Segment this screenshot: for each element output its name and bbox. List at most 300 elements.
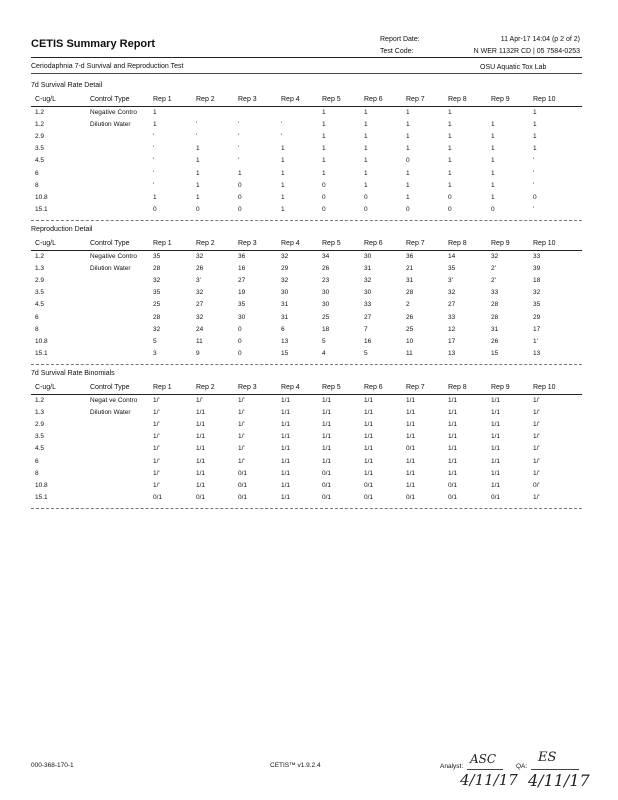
column-header: C-ug/L — [35, 384, 57, 391]
table-cell: 15 — [491, 349, 499, 357]
table-cell: ' — [238, 157, 240, 165]
table-cell: 31 — [406, 277, 414, 285]
table-cell: 1.3 — [35, 265, 45, 273]
table-cell: 3 — [153, 349, 157, 357]
column-header: Rep 3 — [238, 240, 257, 247]
table-cell: 1/' — [196, 397, 203, 404]
table-cell: 31 — [281, 313, 289, 321]
table-cell: 1.2 — [35, 253, 45, 260]
table-cell: 8 — [35, 325, 39, 333]
table-cell: 1/1 — [364, 457, 374, 465]
analyst-sign-line — [467, 769, 503, 770]
table-cell: 1 — [406, 133, 410, 141]
table-cell: 10.8 — [35, 193, 48, 201]
test-code-value: N WER 1132R CD | 05 7584-0253 — [473, 48, 580, 55]
table-cell: 1 — [281, 145, 285, 153]
table-cell: 1 — [153, 109, 157, 116]
table-cell: 13 — [448, 349, 456, 357]
table-cell: 30 — [364, 253, 372, 260]
table-cell: 0 — [448, 205, 452, 213]
table-cell: 0 — [238, 349, 242, 357]
table-cell: 1/1 — [322, 433, 332, 441]
table-cell: 1/1 — [322, 421, 332, 429]
table-cell: 1/' — [533, 445, 540, 453]
table-cell: Dilution Water — [90, 265, 131, 273]
table-cell: 26 — [491, 337, 499, 345]
table-cell: 28 — [153, 265, 161, 273]
qa-sign-line — [531, 769, 579, 770]
table-cell: 1.2 — [35, 109, 45, 116]
test-name: Ceriodaphnia 7-d Survival and Reproduction Test — [31, 63, 184, 70]
table-cell: 1 — [491, 169, 495, 177]
table-cell: 1 — [491, 193, 495, 201]
column-header: Rep 3 — [238, 96, 257, 103]
table-cell: 24 — [196, 325, 204, 333]
table-cell: 1/1 — [406, 397, 416, 404]
table-cell: 15.1 — [35, 349, 48, 357]
column-header: Control Type — [90, 384, 130, 391]
table-cell: 30 — [364, 289, 372, 297]
table-cell: 1/1 — [364, 433, 374, 441]
table-cell: 1 — [448, 109, 452, 116]
table-cell: 25 — [406, 325, 414, 333]
table-cell: 15 — [281, 349, 289, 357]
qa-label: QA: — [516, 763, 528, 770]
table-cell: 5 — [153, 337, 157, 345]
table-cell: 1/1 — [448, 445, 458, 453]
table-cell: 0/1 — [491, 493, 501, 501]
column-header: Rep 4 — [281, 240, 300, 247]
table-cell: 1.2 — [35, 121, 45, 129]
table-cell: 4.5 — [35, 301, 45, 309]
column-header-rule — [31, 106, 582, 107]
table-cell: 1 — [491, 133, 495, 141]
table-cell: 32 — [153, 325, 161, 333]
table-cell: 1/1 — [448, 457, 458, 465]
table-cell: 0/1 — [406, 493, 416, 501]
table-cell: 30 — [322, 289, 330, 297]
table-cell: 0 — [406, 205, 410, 213]
column-header: Rep 10 — [533, 240, 556, 247]
table-cell: 1/1 — [281, 493, 291, 501]
table-cell: 0/1 — [406, 445, 416, 453]
table-cell: 1 — [153, 193, 157, 201]
table-cell: 1 — [448, 157, 452, 165]
column-header: Rep 7 — [406, 96, 425, 103]
table-cell: 32 — [196, 253, 204, 260]
table-cell: 1.3 — [35, 409, 45, 417]
table-cell: 0 — [364, 193, 368, 201]
column-header-rule — [31, 394, 582, 395]
table-cell: ' — [153, 181, 155, 189]
table-cell: 0 — [238, 325, 242, 333]
column-header: Control Type — [90, 240, 130, 247]
table-cell: 32 — [281, 277, 289, 285]
table-cell: 1/1 — [491, 433, 501, 441]
table-cell: 17 — [533, 325, 541, 333]
table-cell: 1 — [491, 121, 495, 129]
table-cell: 1/' — [153, 421, 160, 429]
table-cell: 35 — [153, 289, 161, 297]
table-cell: 1 — [196, 157, 200, 165]
table-cell: 14 — [448, 253, 456, 260]
column-header: Rep 3 — [238, 384, 257, 391]
table-cell: 1 — [533, 109, 537, 116]
table-cell: 1/1 — [322, 409, 332, 417]
table-cell: 1 — [153, 121, 157, 129]
table-cell: 1 — [281, 169, 285, 177]
table-cell: 31 — [281, 301, 289, 309]
table-cell: 1/1 — [491, 445, 501, 453]
table-cell: 1 — [491, 181, 495, 189]
table-cell: 29 — [281, 265, 289, 273]
table-cell: 12 — [448, 325, 456, 333]
table-cell: 1/1 — [491, 421, 501, 429]
table-cell: 33 — [448, 313, 456, 321]
table-cell: ' — [533, 157, 535, 165]
column-header: C-ug/L — [35, 96, 57, 103]
table-cell: 1/' — [153, 445, 160, 453]
table-cell: 1 — [238, 169, 242, 177]
table-cell: ' — [238, 133, 240, 141]
column-header-rule — [31, 250, 582, 251]
table-cell: 1/' — [533, 433, 540, 441]
column-header: Rep 1 — [153, 240, 172, 247]
column-header: Rep 6 — [364, 96, 383, 103]
table-cell: 0 — [238, 181, 242, 189]
column-header: Rep 2 — [196, 240, 215, 247]
table-cell: 3' — [448, 277, 453, 285]
table-cell: 1 — [322, 121, 326, 129]
table-cell: ' — [533, 205, 535, 213]
table-cell: 28 — [153, 313, 161, 321]
table-cell: 0/1 — [322, 481, 332, 489]
table-cell: 1 — [196, 169, 200, 177]
report-title: CETIS Summary Report — [31, 38, 156, 50]
table-cell: 1/1 — [364, 397, 374, 404]
column-header: Rep 9 — [491, 96, 510, 103]
table-cell: ' — [533, 169, 535, 177]
analyst-initials: ASC — [470, 752, 497, 766]
table-cell: 28 — [491, 301, 499, 309]
column-header: Rep 9 — [491, 240, 510, 247]
table-cell: 15.1 — [35, 205, 48, 213]
table-cell: 32 — [153, 277, 161, 285]
table-cell: ' — [153, 133, 155, 141]
table-cell: 1 — [448, 133, 452, 141]
table-cell: 3.5 — [35, 145, 45, 153]
table-cell: 1/1 — [406, 409, 416, 417]
table-cell: 3' — [196, 277, 201, 285]
table-cell: 39 — [533, 265, 541, 273]
table-cell: 36 — [406, 253, 414, 260]
table-cell: 1/1 — [448, 469, 458, 477]
table-cell: 1/1 — [196, 421, 206, 429]
table-cell: 1 — [281, 205, 285, 213]
table-cell: 0/1 — [196, 493, 206, 501]
table-cell: 1/1 — [448, 397, 458, 404]
table-cell: 1 — [322, 133, 326, 141]
table-cell: 11 — [196, 337, 203, 345]
test-code-label: Test Code: — [380, 48, 414, 55]
table-cell: ' — [153, 145, 155, 153]
table-cell: 1/1 — [322, 397, 332, 404]
table-cell: 1/' — [533, 421, 540, 429]
table-cell: 1 — [281, 157, 285, 165]
table-cell: 33 — [533, 253, 541, 260]
table-cell: 27 — [196, 301, 204, 309]
table-cell: 34 — [322, 253, 330, 260]
table-cell: 1 — [406, 193, 410, 201]
table-cell: 1/' — [533, 469, 540, 477]
table-cell: 27 — [238, 277, 246, 285]
table-cell: 1 — [448, 121, 452, 129]
table-cell: 13 — [533, 349, 541, 357]
table-cell: 0/1 — [448, 493, 458, 501]
table-cell: 10.8 — [35, 481, 48, 489]
table-cell: 35 — [238, 301, 246, 309]
table-cell: 19 — [238, 289, 246, 297]
table-cell: 0/1 — [448, 481, 458, 489]
column-header: Rep 7 — [406, 240, 425, 247]
section-end-rule — [31, 220, 582, 221]
table-cell: 1/1 — [491, 457, 501, 465]
table-cell: 30 — [281, 289, 289, 297]
table-cell: 1/' — [238, 397, 245, 404]
table-cell: 2.9 — [35, 133, 45, 141]
qa-initials: ES — [538, 750, 557, 765]
table-cell: 2 — [406, 301, 410, 309]
table-cell: 0 — [153, 205, 157, 213]
table-cell: 1/' — [533, 493, 540, 501]
table-cell: 1/1 — [491, 481, 501, 489]
table-cell: 1/1 — [281, 433, 291, 441]
table-cell: ' — [153, 157, 155, 165]
table-cell: 11 — [406, 349, 413, 357]
table-cell: 0 — [322, 205, 326, 213]
table-cell: ' — [238, 145, 240, 153]
section-end-rule — [31, 364, 582, 365]
table-cell: 30 — [322, 301, 330, 309]
table-cell: 35 — [448, 265, 456, 273]
table-cell: 1 — [322, 169, 326, 177]
table-cell: 1/1 — [281, 421, 291, 429]
table-cell: 0 — [238, 337, 242, 345]
table-cell: Dilution Water — [90, 409, 131, 417]
column-header: Rep 7 — [406, 384, 425, 391]
table-cell: 1 — [491, 157, 495, 165]
table-cell: 13 — [281, 337, 289, 345]
table-cell: 1 — [406, 169, 410, 177]
table-cell: 25 — [322, 313, 330, 321]
table-cell: 1/1 — [196, 409, 206, 417]
table-cell: Negat ve Contro — [90, 397, 138, 404]
table-cell: ' — [281, 133, 283, 141]
table-cell: 1/1 — [364, 469, 374, 477]
column-header: Rep 6 — [364, 240, 383, 247]
column-header: Rep 2 — [196, 96, 215, 103]
table-cell: 4 — [322, 349, 326, 357]
table-cell: 1/1 — [491, 397, 501, 404]
table-cell: 6 — [35, 313, 39, 321]
table-cell: 1' — [533, 337, 538, 345]
table-cell: 1 — [448, 145, 452, 153]
table-cell: 1/1 — [364, 421, 374, 429]
table-cell: 18 — [533, 277, 541, 285]
report-date-value: 11 Apr-17 14:04 (p 2 of 2) — [500, 36, 580, 43]
table-cell: 0 — [491, 205, 495, 213]
table-cell: 1/1 — [491, 409, 501, 417]
table-cell: 29 — [533, 313, 541, 321]
table-cell: 28 — [406, 289, 414, 297]
table-cell: 1 — [448, 181, 452, 189]
table-cell: 1/1 — [364, 445, 374, 453]
table-cell: 1 — [533, 121, 537, 129]
table-cell: ' — [196, 133, 198, 141]
column-header: Rep 2 — [196, 384, 215, 391]
table-cell: 0 — [364, 205, 368, 213]
table-cell: 1 — [364, 169, 368, 177]
table-cell: 1/1 — [322, 445, 332, 453]
table-cell: 28 — [491, 313, 499, 321]
table-cell: 32 — [491, 253, 499, 260]
table-cell: 0 — [196, 205, 200, 213]
table-cell: 2' — [491, 277, 496, 285]
table-cell: 0 — [448, 193, 452, 201]
table-cell: 1 — [322, 145, 326, 153]
table-cell: 1/1 — [364, 409, 374, 417]
table-cell: 1/1 — [406, 469, 416, 477]
cetis-version: CETIS™ v1.9.2.4 — [270, 762, 321, 769]
table-cell: 26 — [196, 265, 204, 273]
section-end-rule — [31, 508, 582, 509]
table-cell: 1 — [364, 157, 368, 165]
table-cell: 4.5 — [35, 445, 45, 453]
table-cell: 8 — [35, 181, 39, 189]
table-cell: ' — [533, 181, 535, 189]
table-cell: 0 — [322, 193, 326, 201]
table-cell: 3.5 — [35, 433, 45, 441]
table-cell: ' — [153, 169, 155, 177]
table-cell: 1/1 — [448, 433, 458, 441]
table-cell: ' — [238, 121, 240, 129]
table-cell: 1/1 — [196, 481, 206, 489]
table-cell: 2.9 — [35, 421, 45, 429]
table-cell: 32 — [281, 253, 289, 260]
table-cell: 1/1 — [491, 469, 501, 477]
column-header: Rep 6 — [364, 384, 383, 391]
table-cell: 1/1 — [406, 421, 416, 429]
table-cell: 6 — [35, 169, 39, 177]
table-cell: 1 — [406, 145, 410, 153]
table-cell: 32 — [196, 313, 204, 321]
section-title: 7d Survival Rate Detail — [31, 82, 103, 89]
table-cell: 26 — [406, 313, 414, 321]
column-header: Rep 4 — [281, 384, 300, 391]
table-cell: 0 — [238, 205, 242, 213]
table-cell: 4.5 — [35, 157, 45, 165]
table-cell: 1/1 — [448, 421, 458, 429]
table-cell: 1/1 — [281, 397, 291, 404]
table-cell: 1 — [196, 193, 200, 201]
table-cell: 2' — [491, 265, 496, 273]
table-cell: 1/1 — [196, 469, 206, 477]
table-cell: 0 — [533, 193, 537, 201]
table-cell: 10.8 — [35, 337, 48, 345]
table-cell: 32 — [533, 289, 541, 297]
table-cell: 32 — [364, 277, 372, 285]
column-header: Rep 10 — [533, 96, 556, 103]
table-cell: 5 — [364, 349, 368, 357]
table-cell: 8 — [35, 469, 39, 477]
table-cell: 1/' — [238, 445, 245, 453]
table-cell: 1/' — [153, 397, 160, 404]
table-cell: 1/1 — [281, 457, 291, 465]
analyst-label: Analyst: — [440, 763, 464, 770]
table-cell: 0/1 — [322, 493, 332, 501]
table-cell: 5 — [322, 337, 326, 345]
table-cell: 35 — [153, 253, 161, 260]
table-cell: 1 — [448, 169, 452, 177]
table-cell: 26 — [322, 265, 330, 273]
column-header: Rep 1 — [153, 96, 172, 103]
table-cell: 0/1 — [322, 469, 332, 477]
table-cell: 10 — [406, 337, 414, 345]
table-cell: 1 — [364, 109, 368, 116]
table-cell: 1/1 — [406, 481, 416, 489]
table-cell: 1/1 — [196, 433, 206, 441]
table-cell: 1 — [406, 121, 410, 129]
table-cell: 33 — [364, 301, 372, 309]
table-cell: 0/1 — [238, 469, 248, 477]
doc-id: 000-368-170-1 — [31, 762, 74, 769]
analyst-date: 4/11/17 — [460, 771, 518, 789]
table-cell: Negative Contro — [90, 253, 137, 260]
table-cell: 15.1 — [35, 493, 48, 501]
table-cell: 1 — [281, 181, 285, 189]
table-cell: 1/' — [153, 469, 160, 477]
table-cell: 25 — [153, 301, 161, 309]
column-header: Rep 1 — [153, 384, 172, 391]
table-cell: 0/1 — [153, 493, 163, 501]
table-cell: 0 — [238, 193, 242, 201]
column-header: Rep 8 — [448, 240, 467, 247]
table-cell: 2.9 — [35, 277, 45, 285]
table-cell: 17 — [448, 337, 456, 345]
table-cell: 1 — [322, 157, 326, 165]
table-cell: 27 — [364, 313, 372, 321]
table-cell: 1/1 — [406, 457, 416, 465]
table-cell: 31 — [364, 265, 372, 273]
table-cell: 1 — [533, 145, 537, 153]
table-cell: 1/' — [238, 409, 245, 417]
table-cell: 1 — [406, 109, 410, 116]
table-cell: 1 — [364, 181, 368, 189]
table-cell: 6 — [35, 457, 39, 465]
table-cell: ' — [281, 121, 283, 129]
table-cell: 1/1 — [196, 457, 206, 465]
table-cell: 16 — [238, 265, 246, 273]
section-title: 7d Survival Rate Binomials — [31, 370, 115, 377]
table-cell: 1 — [196, 181, 200, 189]
table-cell: 1/' — [238, 421, 245, 429]
table-cell: 0 — [322, 181, 326, 189]
table-cell: 1/' — [238, 457, 245, 465]
subheader-rule — [31, 73, 582, 74]
column-header: C-ug/L — [35, 240, 57, 247]
table-cell: 1 — [406, 181, 410, 189]
table-cell: 1 — [196, 145, 200, 153]
